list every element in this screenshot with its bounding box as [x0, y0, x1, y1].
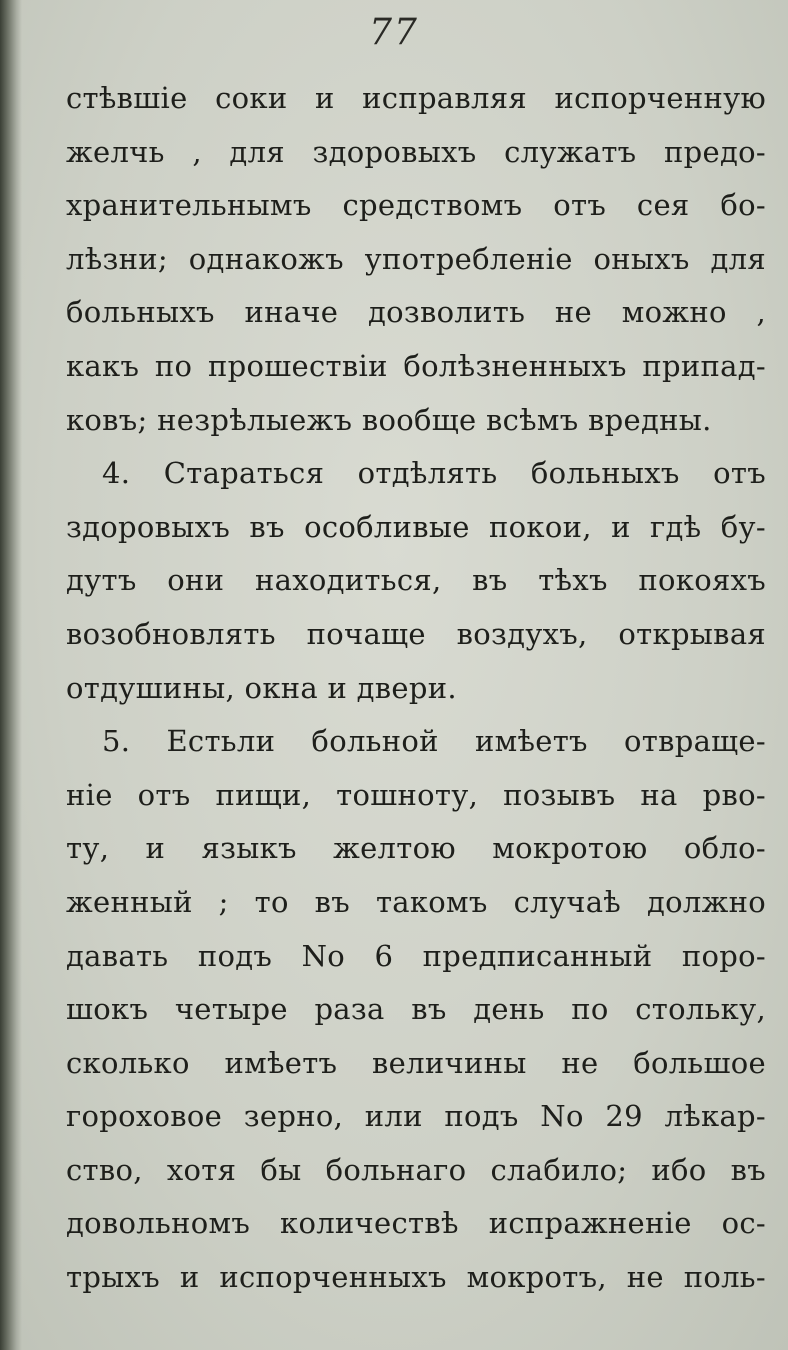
page-number: 77: [369, 12, 419, 53]
text-line: дутъ они находиться, въ тѣхъ покояхъ: [66, 563, 766, 598]
text-line: здоровыхъ въ особливые покои, и гдѣ бу-: [66, 509, 766, 544]
text-line: ковъ; незрѣлыежъ вообще всѣмъ вредны.: [66, 402, 712, 437]
text-line: женный ; то въ такомъ случаѣ должно: [66, 884, 766, 919]
text-line: ту, и языкъ желтою мокротою обло-: [66, 831, 766, 866]
text-line: какъ по прошествіи болѣзненныхъ припад-: [66, 348, 766, 383]
text-line: желчь , для здоровыхъ служатъ предо-: [66, 134, 766, 169]
text-line: хранительнымъ средствомъ отъ сея бо-: [66, 188, 766, 223]
text-line: отдушины, окна и двери.: [66, 670, 457, 705]
text-line: трыхъ и испорченныхъ мокротъ, не поль-: [66, 1260, 766, 1295]
text-line: ство, хотя бы больнаго слабило; ибо въ: [66, 1152, 766, 1187]
text-line: сколько имѣетъ величины не большое: [66, 1045, 766, 1080]
body-text: [66, 72, 766, 1305]
text-line: шокъ четыре раза въ день по стольку,: [66, 992, 766, 1027]
text-line: возобновлять почаще воздухъ, открывая: [66, 616, 766, 651]
text-line: больныхъ иначе дозволить не можно ,: [66, 295, 766, 330]
text-line: 5. Естьли больной имѣетъ отвраще-: [102, 724, 766, 759]
text-line: 4. Стараться отдѣлять больныхъ отъ: [102, 456, 766, 491]
page-binding-shadow: [0, 0, 22, 1350]
text-line: ніе отъ пищи, тошноту, позывъ на рво-: [66, 777, 766, 812]
text-line: стѣвшіе соки и исправляя испорченную: [66, 81, 766, 115]
text-line: довольномъ количествѣ испражненіе ос-: [66, 1206, 766, 1241]
text-line: давать подъ No 6 предписанный поро-: [66, 938, 766, 973]
text-line: лѣзни; однакожъ употребленіе оныхъ для: [66, 241, 766, 276]
text-line: гороховое зерно, или подъ No 29 лѣкар-: [66, 1099, 766, 1134]
